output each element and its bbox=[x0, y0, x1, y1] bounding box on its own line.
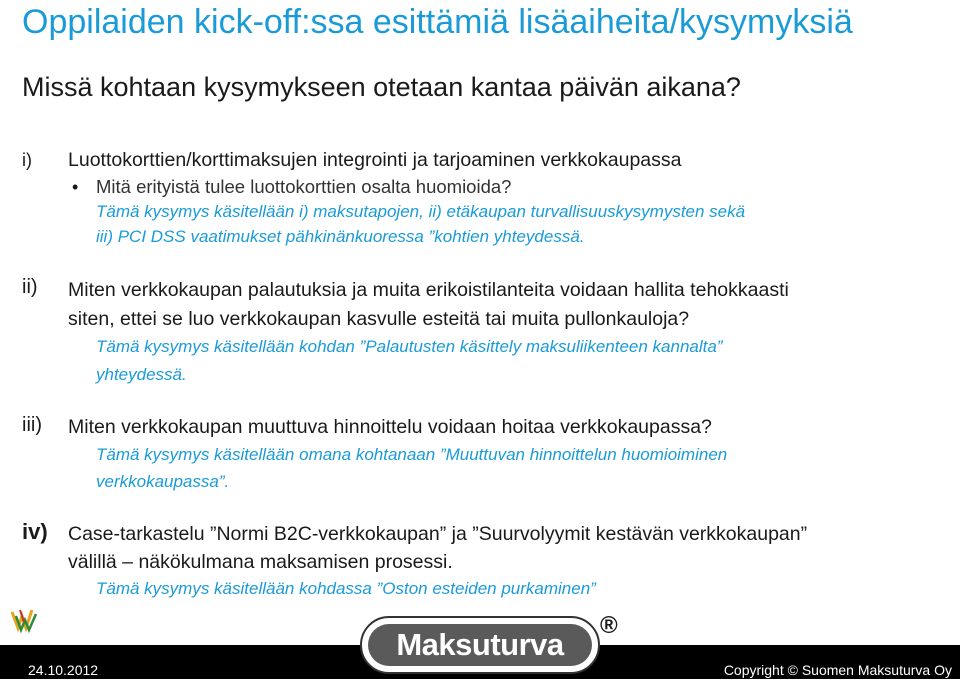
note-iii-line-2: verkkokaupassa”. bbox=[96, 472, 230, 491]
item-text-ii-line-1: Miten verkkokaupan palautuksia ja muita erikoistilanteita voidaan hallita tehokkaasti bbox=[68, 279, 789, 301]
item-text-iv-line-2: välillä – näkökulmana maksamisen prosessi. bbox=[68, 551, 453, 573]
footer-copyright: Copyright © Suomen Maksuturva Oy bbox=[723, 662, 952, 678]
item-text-iii: Miten verkkokaupan muuttuva hinnoittelu voidaan hoitaa verkkokaupassa? bbox=[68, 416, 712, 438]
item-label-i: i) bbox=[22, 150, 32, 170]
slide-title: Oppilaiden kick-off:ssa esittämiä lisäaiheita/kysymyksiä bbox=[22, 3, 853, 41]
footer-date: 24.10.2012 bbox=[28, 662, 99, 678]
note-ii-line-2: yhteydessä. bbox=[96, 365, 187, 384]
kaupan-liitto-logo-icon bbox=[8, 606, 42, 642]
item-text-i: Luottokorttien/korttimaksujen integrointi ja tarjoaminen verkkokaupassa bbox=[68, 149, 682, 171]
item-text-ii-line-2: siten, ettei se luo verkkokaupan kasvulle esteitä tai muita pullonkauloja? bbox=[68, 308, 690, 330]
item-label-iii: iii) bbox=[22, 414, 42, 436]
item-label-ii: ii) bbox=[22, 276, 38, 298]
slide-question: Missä kohtaan kysymykseen otetaan kantaa päivän aikana? bbox=[22, 72, 741, 102]
maksuturva-logo bbox=[360, 616, 600, 674]
maksuturva-logo-text: Maksuturva bbox=[396, 627, 564, 662]
note-i-line-1: Tämä kysymys käsitellään i) maksutapojen, ii) etäkaupan turvallisuuskysymysten sekä bbox=[96, 202, 746, 221]
item-text-iv-line-1: Case-tarkastelu ”Normi B2C-verkkokaupan” ja ”Suurvolyymit kestävän verkkokaupan” bbox=[68, 523, 808, 545]
note-iii-line-1: Tämä kysymys käsitellään omana kohtanaan ”Muuttuvan hinnoittelun huomioiminen bbox=[96, 445, 728, 464]
note-iv-line-1: Tämä kysymys käsitellään kohdassa ”Oston esteiden purkaminen” bbox=[96, 579, 596, 598]
maksuturva-logo-pill bbox=[368, 624, 592, 666]
item-label-iv: iv) bbox=[22, 519, 48, 544]
note-i-line-2: iii) PCI DSS vaatimukset pähkinänkuoressa ”kohtien yhteydessä. bbox=[96, 227, 585, 246]
note-ii-line-1: Tämä kysymys käsitellään kohdan ”Palautusten käsittely maksuliikenteen kannalta” bbox=[96, 337, 723, 356]
registered-mark: ® bbox=[600, 612, 618, 639]
bullet-text-i: Mitä erityistä tulee luottokorttien osalta huomioida? bbox=[96, 176, 512, 197]
bullet-marker: • bbox=[72, 177, 79, 197]
